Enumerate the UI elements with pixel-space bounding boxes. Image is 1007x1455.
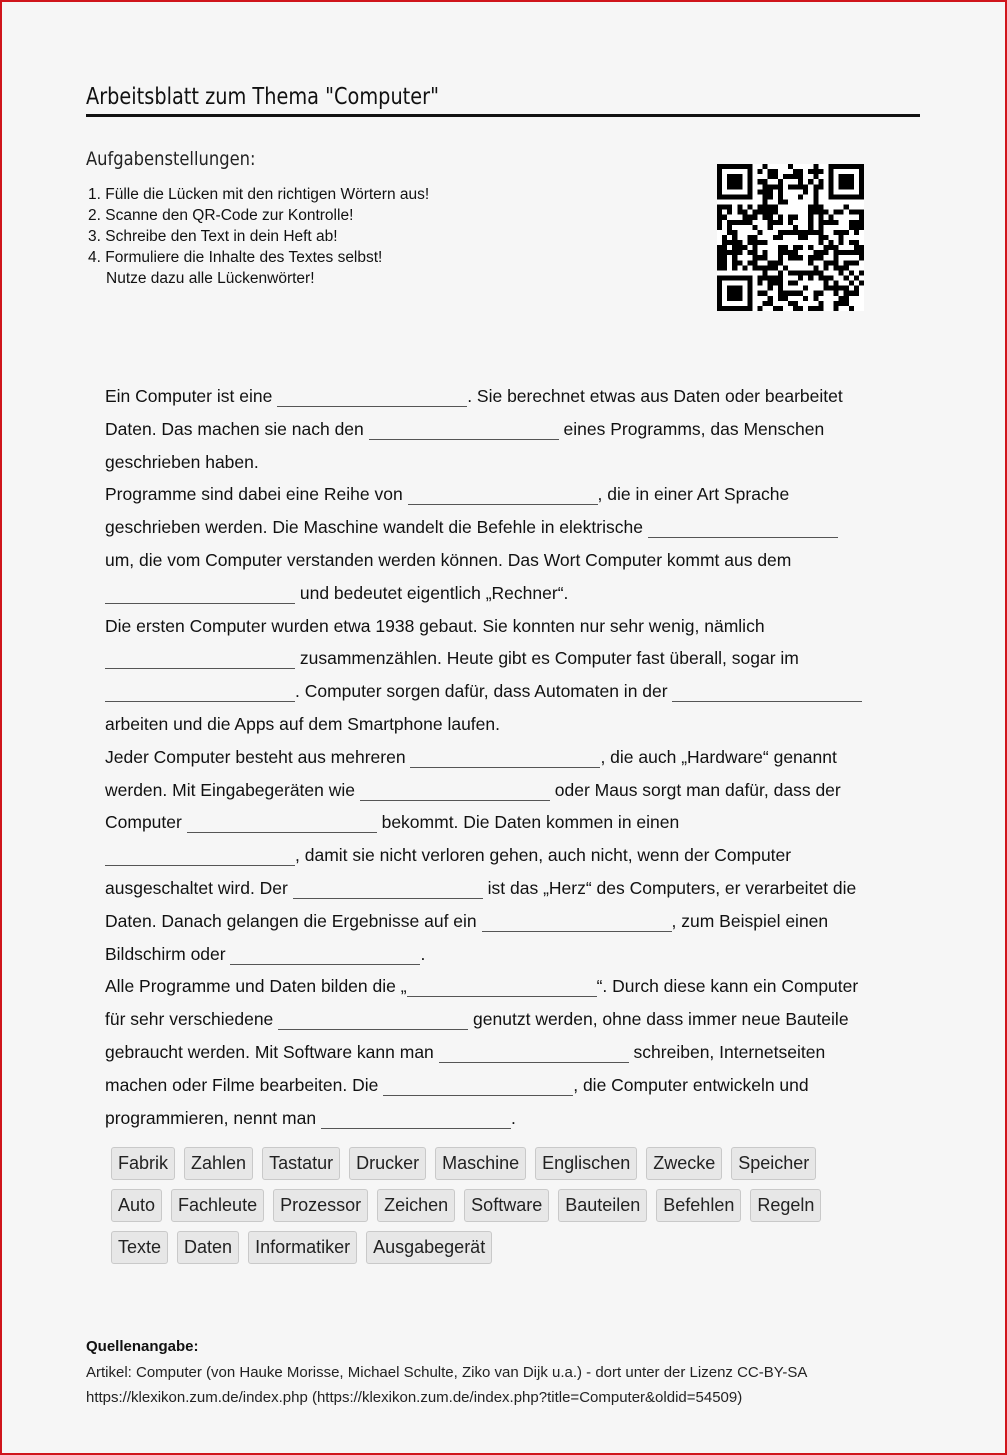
text-line: programmieren, nennt man .: [105, 1107, 516, 1128]
source-line: Artikel: Computer (von Hauke Morisse, Michael Schulte, Ziko van Dijk u.a.) - dort unter der Lizenz CC-BY-SA: [86, 1364, 808, 1381]
word-chip[interactable]: Tastatur: [262, 1147, 340, 1180]
text-line: geschrieben werden. Die Maschine wandelt die Befehle in elektrische: [105, 511, 910, 544]
sources-heading: Quellenangabe:: [86, 1338, 199, 1355]
word-chip[interactable]: Informatiker: [248, 1231, 357, 1264]
task-item: 3. Schreibe den Text in dein Heft ab!: [88, 228, 338, 245]
text-line: um, die vom Computer verstanden werden können. Das Wort Computer kommt aus dem: [105, 549, 792, 570]
blank-field[interactable]: [410, 747, 600, 768]
word-bank-row: [111, 1147, 911, 1180]
text-line: , damit sie nicht verloren gehen, auch nicht, wenn der Computer: [105, 839, 910, 872]
text-line: für sehr verschiedene genutzt werden, ohne dass immer neue Bauteile: [105, 1009, 849, 1030]
word-chip[interactable]: Bauteilen: [558, 1189, 647, 1222]
text-line: Programme sind dabei eine Reihe von , die in einer Art Sprache: [105, 484, 790, 505]
task-item: 2. Scanne den QR-Code zur Kontrolle!: [88, 207, 354, 224]
text-line: Jeder Computer besteht aus mehreren , die auch „Hardware“ genannt: [105, 746, 837, 767]
word-chip[interactable]: Maschine: [435, 1147, 526, 1180]
qr-code[interactable]: [717, 164, 864, 311]
blank-field[interactable]: [672, 681, 862, 702]
text-line: machen oder Filme bearbeiten. Die , die Computer entwickeln und: [105, 1074, 809, 1095]
blank-field[interactable]: [360, 780, 550, 801]
word-chip[interactable]: Drucker: [349, 1147, 426, 1180]
text-line: Die ersten Computer wurden etwa 1938 gebaut. Sie konnten nur sehr wenig, nämlich: [105, 615, 765, 636]
blank-field[interactable]: [278, 1009, 468, 1030]
blank-field[interactable]: [408, 484, 598, 505]
text-line: werden. Mit Eingabegeräten wie oder Maus sorgt man dafür, dass der: [105, 779, 841, 800]
title-underline: [86, 114, 920, 117]
text-line: zusammenzählen. Heute gibt es Computer fast überall, sogar im: [105, 642, 910, 675]
word-chip[interactable]: Englischen: [535, 1147, 637, 1180]
blank-field[interactable]: [277, 386, 467, 407]
blank-field[interactable]: [383, 1075, 573, 1096]
blank-field[interactable]: [230, 944, 420, 965]
word-chip[interactable]: Software: [464, 1189, 549, 1222]
text-line: geschrieben haben.: [105, 451, 259, 472]
text-line: ausgeschaltet wird. Der ist das „Herz“ des Computers, er verarbeitet die: [105, 877, 857, 898]
word-chip[interactable]: Befehlen: [656, 1189, 741, 1222]
text-line: Alle Programme und Daten bilden die „ “. Durch diese kann ein Computer: [105, 976, 859, 997]
word-chip[interactable]: Texte: [111, 1231, 168, 1264]
task-list: [88, 184, 429, 289]
page-title: Arbeitsblatt zum Thema "Computer": [86, 84, 439, 110]
task-item: 4. Formuliere die Inhalte des Textes selbst!: [88, 249, 383, 266]
source-line: https://klexikon.zum.de/index.php (https://klexikon.zum.de/index.php?title=Computer&oldid=54509): [86, 1389, 743, 1406]
word-chip[interactable]: Prozessor: [273, 1189, 368, 1222]
word-chip[interactable]: Fachleute: [171, 1189, 264, 1222]
blank-field[interactable]: [648, 517, 838, 538]
word-bank-row: [111, 1231, 911, 1264]
blank-field[interactable]: [293, 878, 483, 899]
cloze-text: [105, 380, 910, 1134]
word-chip[interactable]: Speicher: [731, 1147, 816, 1180]
text-line: arbeiten und die Apps auf dem Smartphone laufen.: [105, 713, 500, 734]
word-bank-row: [111, 1189, 911, 1222]
text-line: Daten. Das machen sie nach den eines Programms, das Menschen: [105, 418, 825, 439]
task-item: Nutze dazu alle Lückenwörter!: [106, 270, 315, 287]
word-chip[interactable]: Daten: [177, 1231, 239, 1264]
word-chip[interactable]: Fabrik: [111, 1147, 175, 1180]
blank-field[interactable]: [105, 681, 295, 702]
text-line: . Computer sorgen dafür, dass Automaten in der: [105, 675, 910, 708]
word-bank: [111, 1147, 911, 1273]
text-line: Daten. Danach gelangen die Ergebnisse auf ein , zum Beispiel einen: [105, 910, 829, 931]
blank-field[interactable]: [187, 812, 377, 833]
text-line: gebraucht werden. Mit Software kann man schreiben, Internetseiten: [105, 1041, 826, 1062]
word-chip[interactable]: Auto: [111, 1189, 162, 1222]
word-chip[interactable]: Zahlen: [184, 1147, 253, 1180]
word-chip[interactable]: Zwecke: [646, 1147, 722, 1180]
blank-field[interactable]: [105, 845, 295, 866]
text-line: und bedeutet eigentlich „Rechner“.: [105, 577, 910, 610]
task-item: 1. Fülle die Lücken mit den richtigen Wörtern aus!: [88, 186, 430, 203]
blank-field[interactable]: [482, 911, 672, 932]
text-line: Ein Computer ist eine . Sie berechnet etwas aus Daten oder bearbeitet: [105, 386, 843, 406]
text-line: Computer bekommt. Die Daten kommen in einen: [105, 812, 680, 833]
text-line: Bildschirm oder .: [105, 943, 426, 964]
blank-field[interactable]: [407, 976, 597, 997]
blank-field[interactable]: [439, 1042, 629, 1063]
word-chip[interactable]: Regeln: [750, 1189, 821, 1222]
word-chip[interactable]: Ausgabegerät: [366, 1231, 492, 1264]
word-chip[interactable]: Zeichen: [377, 1189, 455, 1222]
blank-field[interactable]: [105, 583, 295, 604]
blank-field[interactable]: [369, 419, 559, 440]
blank-field[interactable]: [321, 1108, 511, 1129]
blank-field[interactable]: [105, 648, 295, 669]
tasks-heading: Aufgabenstellungen:: [86, 148, 256, 170]
